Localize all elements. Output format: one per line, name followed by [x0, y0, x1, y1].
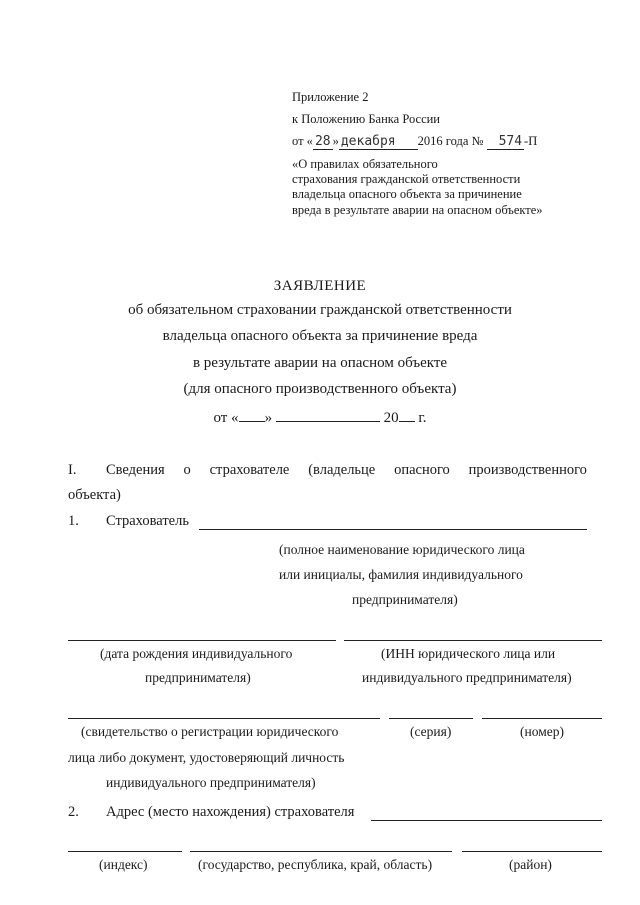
section-heading-word: производственного: [468, 462, 587, 478]
date-month-blank[interactable]: [276, 409, 380, 422]
title-line-2: владельца опасного объекта за причинение вреда: [162, 328, 478, 344]
certificate-caption-2: лица либо документ, удостоверяющий личность: [68, 750, 345, 765]
section-heading-continued: объекта): [68, 487, 121, 503]
number-caption: (номер): [520, 724, 564, 739]
appendix-date-prefix: от «: [292, 134, 313, 148]
district-caption: (район): [509, 857, 552, 872]
section-heading-word: страхователе: [209, 462, 290, 478]
item-1-number: 1.: [68, 513, 79, 529]
appendix-number-suffix: -П: [524, 134, 538, 148]
title-date-prefix: от «: [213, 410, 239, 426]
section-heading-word: о: [183, 462, 191, 478]
region-field[interactable]: [190, 851, 452, 852]
section-heading-word: опасного: [394, 462, 450, 478]
appendix-line-1: Приложение 2: [292, 90, 369, 104]
insurer-name-field[interactable]: [199, 529, 587, 530]
appendix-day-handwritten: 28: [314, 134, 331, 149]
appendix-quote-3: владельца опасного объекта за причинение: [292, 187, 522, 201]
title-date-mid: »: [264, 410, 273, 426]
certificate-field[interactable]: [68, 718, 380, 719]
section-heading: [106, 462, 587, 479]
insurer-caption-1: (полное наименование юридического лица: [279, 542, 525, 557]
title-line-1: об обязательном страховании гражданской ответственности: [128, 302, 512, 318]
inn-caption-1: (ИНН юридического лица или: [381, 646, 556, 661]
section-numeral: I.: [68, 462, 77, 478]
series-caption: (серия): [410, 724, 452, 739]
insurer-label: Страхователь: [106, 513, 189, 529]
title-date-year: 20: [383, 410, 399, 426]
section-heading-word: Сведения: [106, 462, 165, 478]
district-field[interactable]: [462, 851, 602, 852]
appendix-date-mid: »: [332, 134, 339, 148]
section-heading-word: (владельце: [308, 462, 376, 478]
certificate-caption-1: (свидетельство о регистрации юридического: [81, 724, 339, 739]
title-date-line: [0, 409, 640, 427]
title-line-3: в результате аварии на опасном объекте: [192, 355, 448, 371]
date-year-blank[interactable]: [399, 409, 415, 422]
appendix-date-line: [292, 134, 537, 150]
insurer-caption-2: или инициалы, фамилия индивидуального: [279, 567, 523, 582]
birth-date-field[interactable]: [68, 640, 336, 641]
birth-date-caption-2: предпринимателя): [145, 670, 251, 685]
index-field[interactable]: [68, 851, 182, 852]
appendix-quote-4: вреда в результате аварии на опасном объекте»: [292, 203, 543, 217]
region-caption: (государство, республика, край, область): [198, 857, 433, 872]
birth-date-caption-1: (дата рождения индивидуального: [100, 646, 293, 661]
appendix-quote-1: «О правилах обязательного: [292, 157, 438, 171]
inn-caption-2: индивидуального предпринимателя): [362, 670, 572, 685]
address-field[interactable]: [371, 820, 602, 821]
appendix-number-handwritten: 574: [487, 134, 524, 150]
insurer-caption-3: предпринимателя): [352, 592, 458, 607]
title-line-4: (для опасного производственного объекта): [183, 381, 457, 397]
item-2-number: 2.: [68, 804, 79, 820]
appendix-year-text: 2016 года №: [417, 134, 484, 148]
certificate-caption-3: индивидуального предпринимателя): [106, 775, 316, 790]
appendix-quote-2: страхования гражданской ответственности: [292, 172, 521, 186]
document-title: ЗАЯВЛЕНИЕ: [273, 278, 367, 294]
title-date-suffix: г.: [418, 410, 427, 426]
appendix-month-handwritten: декабря: [339, 134, 418, 150]
inn-field[interactable]: [344, 640, 602, 641]
series-field[interactable]: [389, 718, 473, 719]
address-label: Адрес (место нахождения) страхователя: [106, 804, 355, 820]
number-field[interactable]: [482, 718, 602, 719]
appendix-line-2: к Положению Банка России: [292, 112, 440, 126]
date-day-blank[interactable]: [239, 409, 265, 422]
index-caption: (индекс): [99, 857, 148, 872]
